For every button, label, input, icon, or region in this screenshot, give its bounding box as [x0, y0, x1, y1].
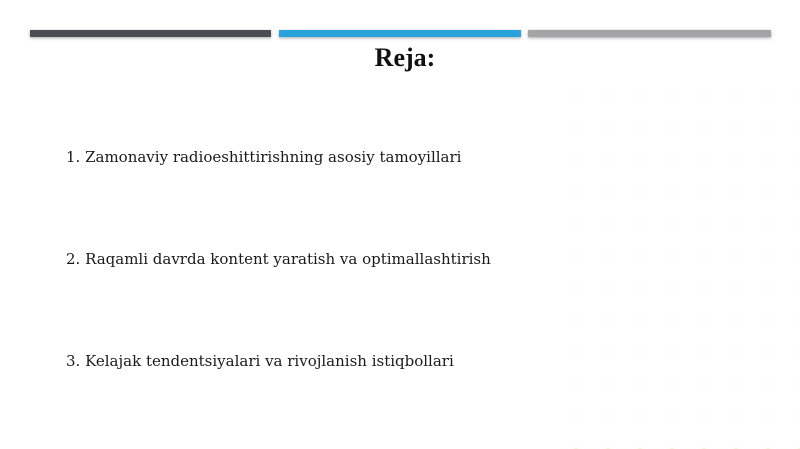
plan-item: 2. Raqamli davrda kontent yaratish va optimallashtirish: [66, 250, 491, 268]
plan-item: 1. Zamonaviy radioeshittirishning asosiy tamoyillari: [66, 148, 462, 166]
background-texture: [560, 80, 800, 449]
header-bar-gray: [528, 30, 771, 37]
header-bar-blue: [279, 30, 521, 37]
header-bar-dark: [30, 30, 271, 37]
slide-title: Reja:: [374, 43, 436, 72]
plan-item: 3. Kelajak tendentsiyalari va rivojlanish istiqbollari: [66, 352, 454, 370]
